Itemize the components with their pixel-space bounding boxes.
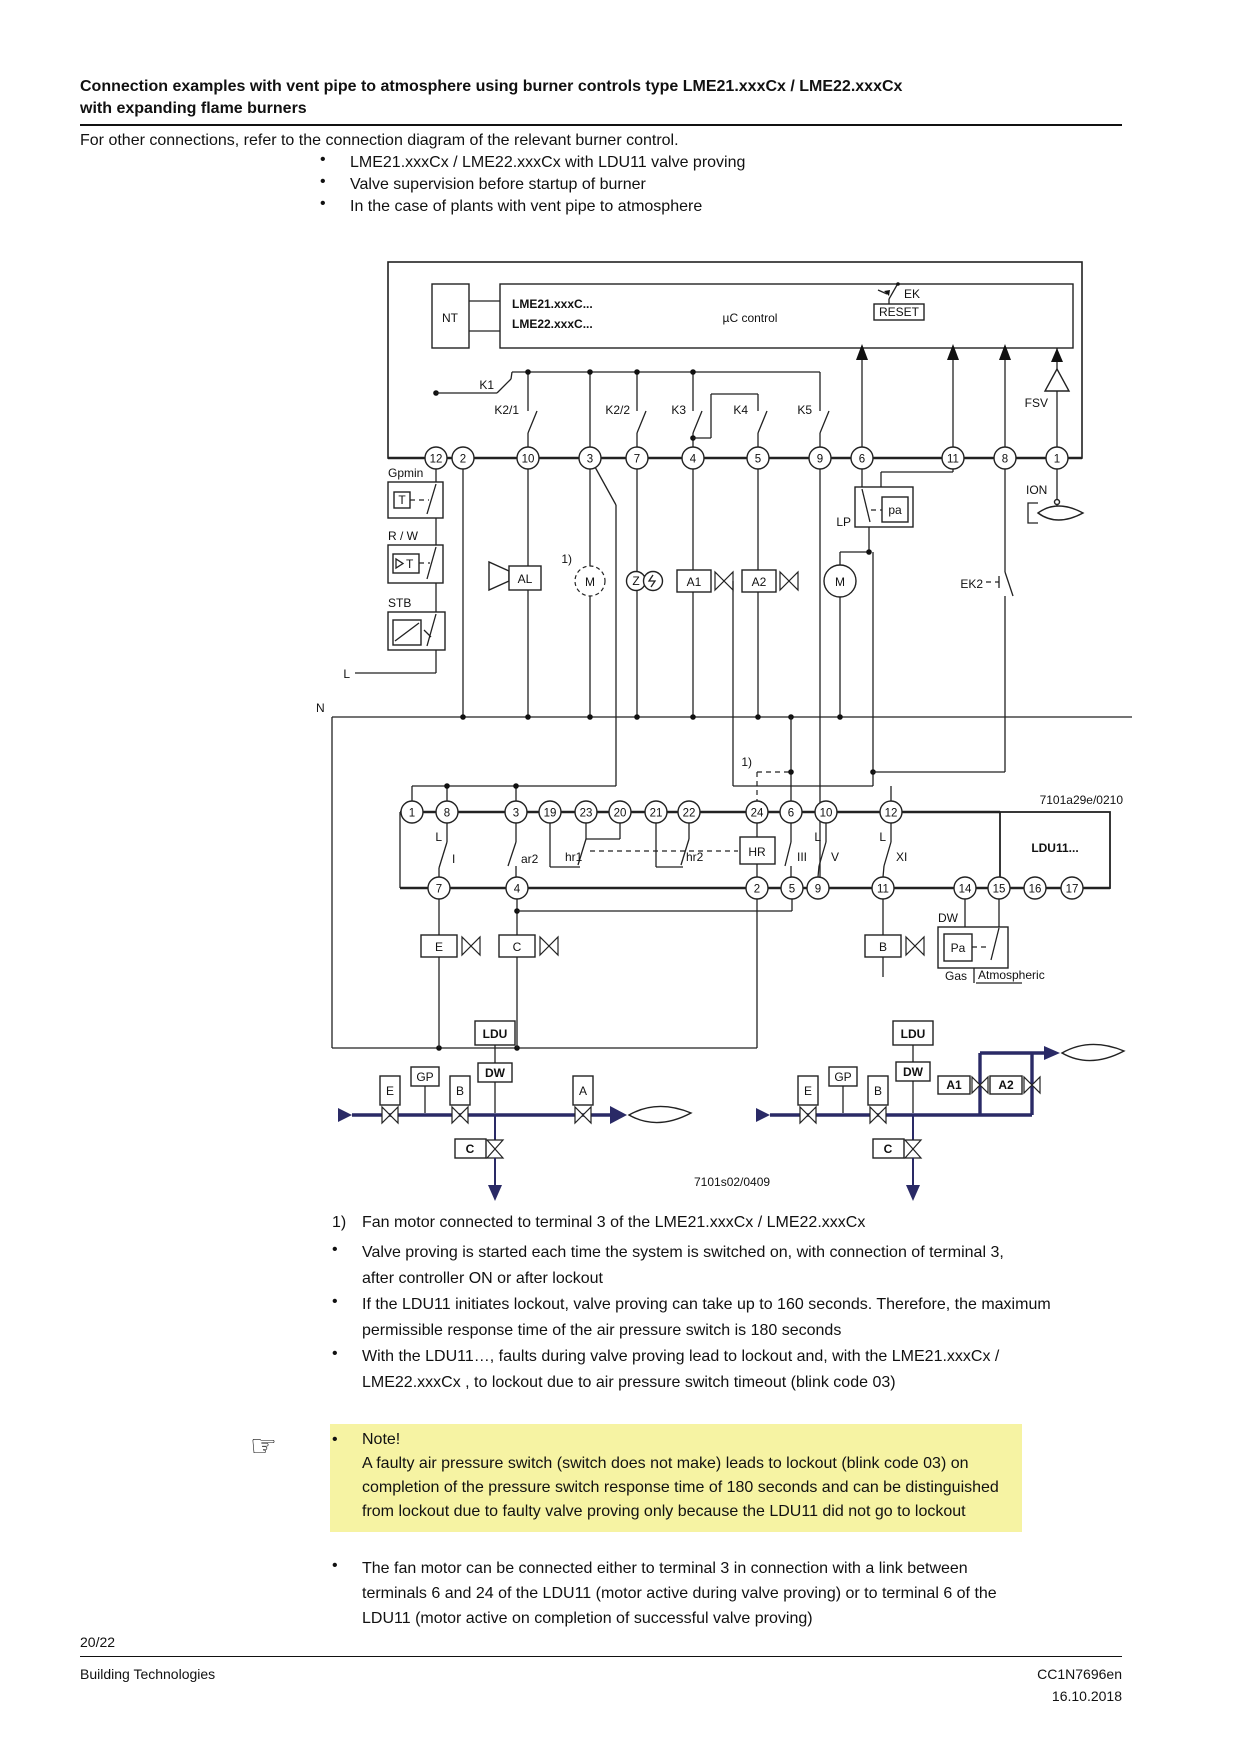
- footnote-marker: 1): [561, 552, 572, 566]
- contact-i-label: I: [452, 852, 456, 866]
- n-label: N: [316, 701, 325, 715]
- intro-bullet-2: Valve supervision before startup of burner: [350, 176, 646, 193]
- intro-text: For other connections, refer to the connection diagram of the relevant burner control.: [80, 132, 679, 149]
- intro-bullet-1: LME21.xxxCx / LME22.xxxCx with LDU11 valve proving: [350, 154, 746, 171]
- t-label: T: [398, 493, 406, 507]
- terminal: 9: [816, 453, 824, 466]
- terminal: 4: [689, 453, 697, 466]
- terminal: 2: [753, 883, 761, 896]
- ldu11-diagram: [400, 793, 1123, 1048]
- terminal: 19: [543, 807, 557, 820]
- bullet-4: The fan motor can be connected either to terminal 3 in connection with a link between terminals 6 and 24 of the LDU11 (motor active during valve proving) or to terminal 6 of the LDU11 (motor active on completion of successful valve proving): [362, 1560, 997, 1627]
- terminal: 10: [521, 453, 535, 466]
- reset-label: RESET: [878, 305, 920, 319]
- fsv-label: FSV: [1024, 396, 1048, 410]
- b-label: B: [455, 1084, 465, 1098]
- ldu-label: LDU: [482, 1027, 508, 1041]
- a1-label: A1: [686, 575, 702, 589]
- bullet-icon: •: [320, 173, 326, 190]
- terminal: 12: [884, 807, 898, 820]
- pointing-hand-icon: ☞: [250, 1430, 277, 1463]
- bullet-icon: •: [332, 1241, 338, 1258]
- terminal: 20: [613, 807, 627, 820]
- flame-icon: [1062, 1044, 1124, 1060]
- dw-label: DW: [485, 1066, 505, 1080]
- note-title: Note!: [362, 1431, 401, 1448]
- gp-label: GP: [416, 1070, 434, 1084]
- terminal: 4: [513, 883, 521, 896]
- footnote-marker: 1): [332, 1214, 347, 1231]
- fan-motor-optional: [561, 552, 605, 596]
- air-pressure-switch-lp: [836, 469, 953, 555]
- hr2-label: hr2: [686, 850, 704, 864]
- hr-label: HR: [748, 845, 766, 859]
- terminal: 1: [1053, 453, 1061, 466]
- footer-divider: [80, 1656, 1122, 1657]
- gp-label: GP: [834, 1070, 852, 1084]
- bullet-icon: •: [332, 1345, 338, 1362]
- ldu11-label: LDU11...: [1031, 841, 1079, 855]
- terminal: 8: [443, 807, 451, 820]
- burner-control-diagram: [316, 262, 1132, 877]
- terminal: 5: [754, 453, 762, 466]
- footer-date: 16.10.2018: [1051, 1688, 1122, 1704]
- terminal: 11: [947, 453, 959, 466]
- z-label: Z: [632, 574, 640, 588]
- terminal: 3: [586, 453, 594, 466]
- lme-type-2: LME22.xxxC...: [512, 317, 593, 331]
- footnote-marker: 1): [741, 755, 752, 769]
- title-divider: [80, 124, 1122, 126]
- valve-b: [865, 899, 924, 977]
- atmospheric-label: Atmospheric: [978, 968, 1045, 982]
- rw-label: R / W: [388, 529, 418, 543]
- bullet-3: With the LDU11…, faults during valve proving lead to lockout and, with the LME21.xxxCx / LME22.xxxCx , to lockout due to air pressure switch timeout (blink code 03): [362, 1348, 1000, 1391]
- c-label: C: [883, 1142, 893, 1156]
- bullet-icon: •: [332, 1431, 338, 1448]
- contact-iii-label: III: [797, 850, 808, 864]
- lp-label: LP: [836, 515, 851, 529]
- ignition-transformer: [627, 572, 663, 591]
- valve-c: [499, 899, 792, 1048]
- motor-label: M: [835, 575, 845, 589]
- terminal: 14: [958, 883, 972, 896]
- valve-a2: [742, 570, 798, 592]
- terminal: 21: [649, 807, 663, 820]
- a-label: A: [578, 1084, 588, 1098]
- k3-label: K3: [671, 403, 686, 417]
- terminal: 12: [429, 453, 443, 466]
- ek-label: EK: [904, 287, 921, 301]
- stb-label: STB: [388, 596, 412, 610]
- ek2-remote-reset: [960, 572, 1013, 772]
- terminal: 2: [459, 453, 467, 466]
- pa-label: pa: [888, 503, 902, 517]
- c-label: C: [465, 1142, 475, 1156]
- nt-label: NT: [442, 311, 458, 325]
- terminal: 23: [579, 807, 593, 820]
- flame-sensor-ion: [1026, 469, 1083, 523]
- valve-e: [421, 899, 480, 1048]
- ar2-label: ar2: [521, 852, 539, 866]
- bullet-2: If the LDU11 initiates lockout, valve proving can take up to 160 seconds. Therefore, the maximum permissible response time of the air pressure switch is 180 seconds: [362, 1296, 1051, 1339]
- dw-label: DW: [903, 1065, 923, 1079]
- dw-pressure-switch: [938, 899, 1045, 983]
- terminal: 6: [858, 453, 866, 466]
- terminal: 9: [814, 883, 822, 896]
- l-label: L: [879, 830, 886, 844]
- ldu-label: LDU: [900, 1027, 926, 1041]
- title-line-1: Connection examples with vent pipe to atmosphere using burner controls type LME21.xxxCx / LME22.xxxCx: [80, 78, 903, 95]
- t-label: T: [406, 557, 414, 571]
- terminal: 6: [787, 807, 795, 820]
- valve-a1: [677, 570, 733, 592]
- hr1-label: hr1: [565, 850, 583, 864]
- terminal: 7: [435, 883, 443, 896]
- l-label: L: [343, 667, 350, 681]
- diagram-ref: 7101s02/0409: [694, 1175, 771, 1189]
- e-label: E: [434, 940, 444, 954]
- c-label: C: [512, 940, 522, 954]
- terminal: 10: [819, 807, 833, 820]
- a2-label: A2: [751, 575, 767, 589]
- diagram-ref: 7101a29e/0210: [1039, 793, 1123, 807]
- k5-label: K5: [797, 403, 812, 417]
- motor-label: M: [585, 575, 595, 589]
- terminal: 3: [512, 807, 520, 820]
- gas-train-right: [756, 1021, 1124, 1201]
- k1-label: K1: [479, 378, 494, 392]
- terminal: 16: [1028, 883, 1042, 896]
- title-line-2: with expanding flame burners: [80, 100, 307, 117]
- gpmin-label: Gpmin: [388, 466, 424, 480]
- l-label: L: [435, 830, 442, 844]
- bullet-icon: •: [332, 1557, 338, 1574]
- footnote-text: Fan motor connected to terminal 3 of the LME21.xxxCx / LME22.xxxCx: [362, 1214, 866, 1231]
- b-label: B: [873, 1084, 883, 1098]
- footer-company: Building Technologies: [80, 1666, 216, 1682]
- ldu-contacts: [435, 823, 907, 877]
- intro-bullet-3: In the case of plants with vent pipe to atmosphere: [350, 198, 703, 215]
- pa-label: Pa: [950, 941, 966, 955]
- page-number: 20/22: [80, 1634, 116, 1650]
- burner-motor: [824, 552, 856, 717]
- gas-label: Gas: [944, 969, 968, 983]
- dw-label: DW: [938, 911, 958, 925]
- alarm-device: [489, 562, 541, 590]
- lme-type-1: LME21.xxxC...: [512, 297, 593, 311]
- bullet-icon: •: [320, 151, 326, 168]
- e-label: E: [385, 1084, 395, 1098]
- horn-icon: [489, 562, 509, 590]
- bullet-1: Valve proving is started each time the system is switched on, with connection of terminal 3, after controller ON or after lockout: [362, 1244, 1004, 1287]
- ion-label: ION: [1026, 483, 1048, 497]
- terminal: 24: [750, 807, 764, 820]
- terminal: 15: [992, 883, 1006, 896]
- k4-label: K4: [733, 403, 748, 417]
- al-label: AL: [517, 572, 533, 586]
- k22-label: K2/2: [605, 403, 630, 417]
- bullet-icon: •: [320, 195, 326, 212]
- contact-xi-label: XI: [896, 850, 908, 864]
- l-label: L: [814, 830, 821, 844]
- terminal: 17: [1065, 883, 1079, 896]
- e-label: E: [803, 1084, 813, 1098]
- terminal: 5: [788, 883, 796, 896]
- contact-v-label: V: [831, 850, 840, 864]
- terminal: 11: [877, 883, 889, 896]
- flame-icon: [629, 1106, 691, 1122]
- note-body: A faulty air pressure switch (switch does not make) leads to lockout (blink code 03) on completion of the pressure switch response time of 180 seconds and can be distinguished from lockout due to faulty valve proving only because the LDU11 did not go to lockout: [362, 1455, 999, 1520]
- terminal: 7: [633, 453, 641, 466]
- footer-doc-number: CC1N7696en: [1037, 1666, 1122, 1682]
- lme-box: [500, 284, 1073, 348]
- terminal: 1: [408, 807, 416, 820]
- note-box: [330, 1424, 1022, 1532]
- k21-label: K2/1: [494, 403, 519, 417]
- ek2-label: EK2: [960, 577, 983, 591]
- terminal: 8: [1001, 453, 1009, 466]
- a1-label: A1: [946, 1078, 962, 1092]
- a2-label: A2: [998, 1078, 1014, 1092]
- connection-diagram: [0, 230, 1241, 1215]
- bullet-icon: •: [332, 1293, 338, 1310]
- page-title: [80, 76, 1120, 120]
- flame-icon: [1038, 506, 1083, 520]
- terminal: 22: [682, 807, 696, 820]
- uc-control-label: µC control: [722, 311, 778, 325]
- limit-thermostat-chain: [343, 466, 445, 681]
- b-label: B: [878, 940, 888, 954]
